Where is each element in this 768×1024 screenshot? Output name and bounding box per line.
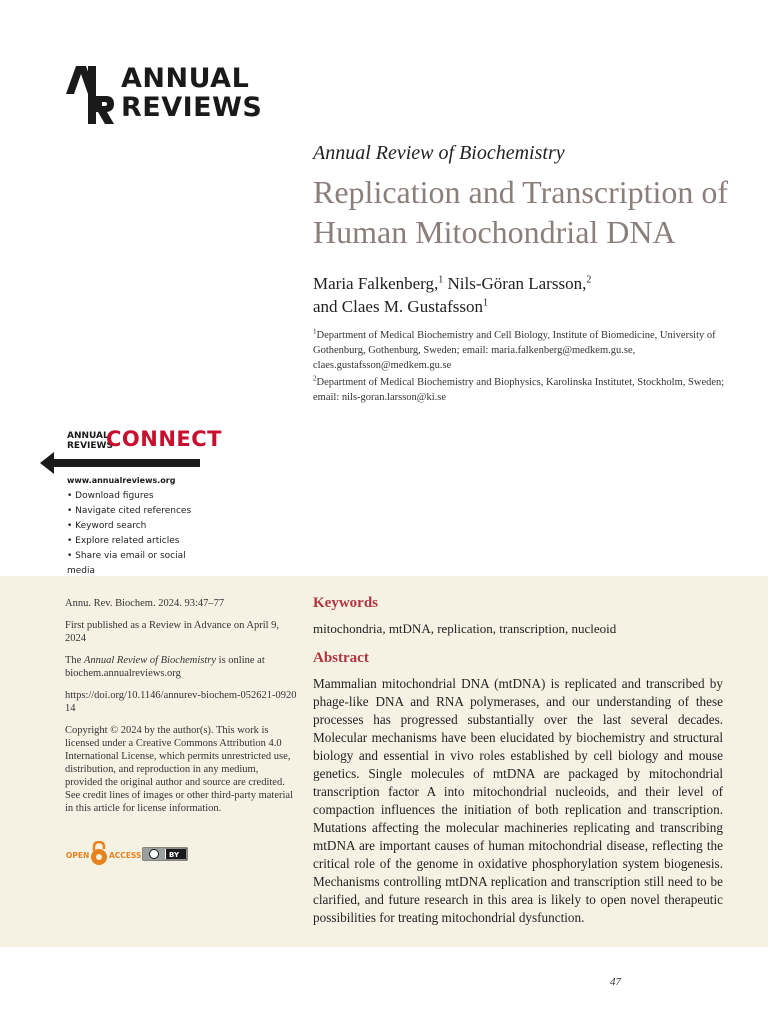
author-falkenberg: Maria Falkenberg, <box>313 274 439 293</box>
keywords-list: mitochondria, mtDNA, replication, transcription, nucleoid <box>313 621 617 636</box>
online-post: is online at biochem.annualreviews.org <box>65 655 265 679</box>
abstract-text: Mammalian mitochondrial DNA (mtDNA) is replicated and transcribed by phage-like DNA and RNA polymerases, and our understanding of these processes has progressed substantially over the last several decades. Molecular mechanisms have been elucidated by biochemistry and structural biology and essential in vivo roles established by cell biology and mouse genetics. Single molecules of mtDNA are packaged by mitochondrial transcription factor A into mitochondrial nucleoids, and their level of compaction influences the initiation of both replication and transcription. Mutations affecting the molecular machineries replicating and transcribing mtDNA are important causes of human mitochondrial disease, reflecting the critical role of the genome in oxidative phosphorylation system biogenesis. Mechanisms controlling mtDNA replication and transcription still need to be clarified, and future research in this area is likely to open novel therapeutic possibilities for treating mitochondrial dysfunction. <box>313 676 723 925</box>
open-access-badge <box>66 841 196 867</box>
connect-small-annual: ANNUAL <box>67 431 109 441</box>
journal-name: Annual Review of Biochemistry <box>313 142 565 164</box>
cc-by-label: BY <box>169 851 180 859</box>
affiliation-text: Department of Medical Biochemistry and Biophysics, Karolinska Institutet, Stockholm, Sweden; email: nils-goran.larsson@ki.se <box>313 377 725 403</box>
author-list <box>313 272 743 318</box>
affiliation-1 <box>313 328 743 373</box>
list-item: • Keyword search <box>67 519 210 534</box>
annual-reviews-logo <box>66 63 266 124</box>
left-arrow-icon <box>40 452 200 474</box>
padlock-icon <box>91 842 107 865</box>
page-number: 47 <box>610 976 621 988</box>
cc-by-icon <box>143 848 187 860</box>
keywords-heading: Keywords <box>313 595 378 611</box>
article-title: Replication and Transcription of Human Mitochondrial DNA <box>313 174 729 250</box>
affiliation-2 <box>313 375 743 405</box>
connect-feature-list <box>67 489 210 579</box>
author-mark: 1 <box>438 274 444 286</box>
publication-date: First published as a Review in Advance on April 9, 2024 <box>65 620 280 644</box>
connect-url[interactable]: www.annualreviews.org <box>67 476 176 485</box>
abstract-heading: Abstract <box>313 650 369 666</box>
logo-wordmark <box>121 64 262 122</box>
connect-title: CONNECT <box>106 427 222 451</box>
list-item: • Download figures <box>67 489 210 504</box>
online-pre: The <box>65 655 84 666</box>
author-gustafsson: and Claes M. Gustafsson <box>313 297 483 316</box>
citation: Annu. Rev. Biochem. 2024. 93:47–77 <box>65 598 225 609</box>
copyright-notice: Copyright © 2024 by the author(s). This work is licensed under a Creative Commons Attribution 4.0 International License, which permits unrestricted use, distribution, and reproduction in any medium, provided the original author and source are credited. See credit lines of images or other third-party material in this article for license information. <box>65 725 294 814</box>
ar-logo-icon <box>66 66 114 124</box>
logo-line-annual: ANNUAL <box>121 63 250 94</box>
open-access-open: OPEN <box>66 851 90 860</box>
author-larsson: Nils-Göran Larsson, <box>443 274 587 293</box>
online-note <box>65 654 297 680</box>
list-item: • Explore related articles <box>67 534 210 549</box>
affiliation-mark: 2 <box>313 374 317 383</box>
logo-line-reviews: REVIEWS <box>121 92 263 123</box>
affiliation-text: Department of Medical Biochemistry and Cell Biology, Institute of Biomedicine, University of Gothenburg, Gothenburg, Sweden; email: maria.falkenberg@medkem.gu.se, claes.gustafsson@medkem.gu.se <box>313 330 716 371</box>
list-item: • Share via email or social media <box>67 549 210 579</box>
connect-header <box>40 427 222 458</box>
affiliation-mark: 1 <box>313 327 317 336</box>
connect-box <box>40 427 222 579</box>
article-info-sidebar <box>65 597 297 824</box>
list-item: • Navigate cited references <box>67 504 210 519</box>
author-mark: 1 <box>482 297 488 309</box>
online-journal: Annual Review of Biochemistry <box>83 655 217 666</box>
doi-link[interactable]: https://doi.org/10.1146/annurev-biochem-052621-092014 <box>65 690 297 714</box>
open-access-access: ACCESS <box>109 851 142 860</box>
author-mark: 2 <box>586 274 592 286</box>
connect-small-reviews: REVIEWS <box>67 441 113 451</box>
